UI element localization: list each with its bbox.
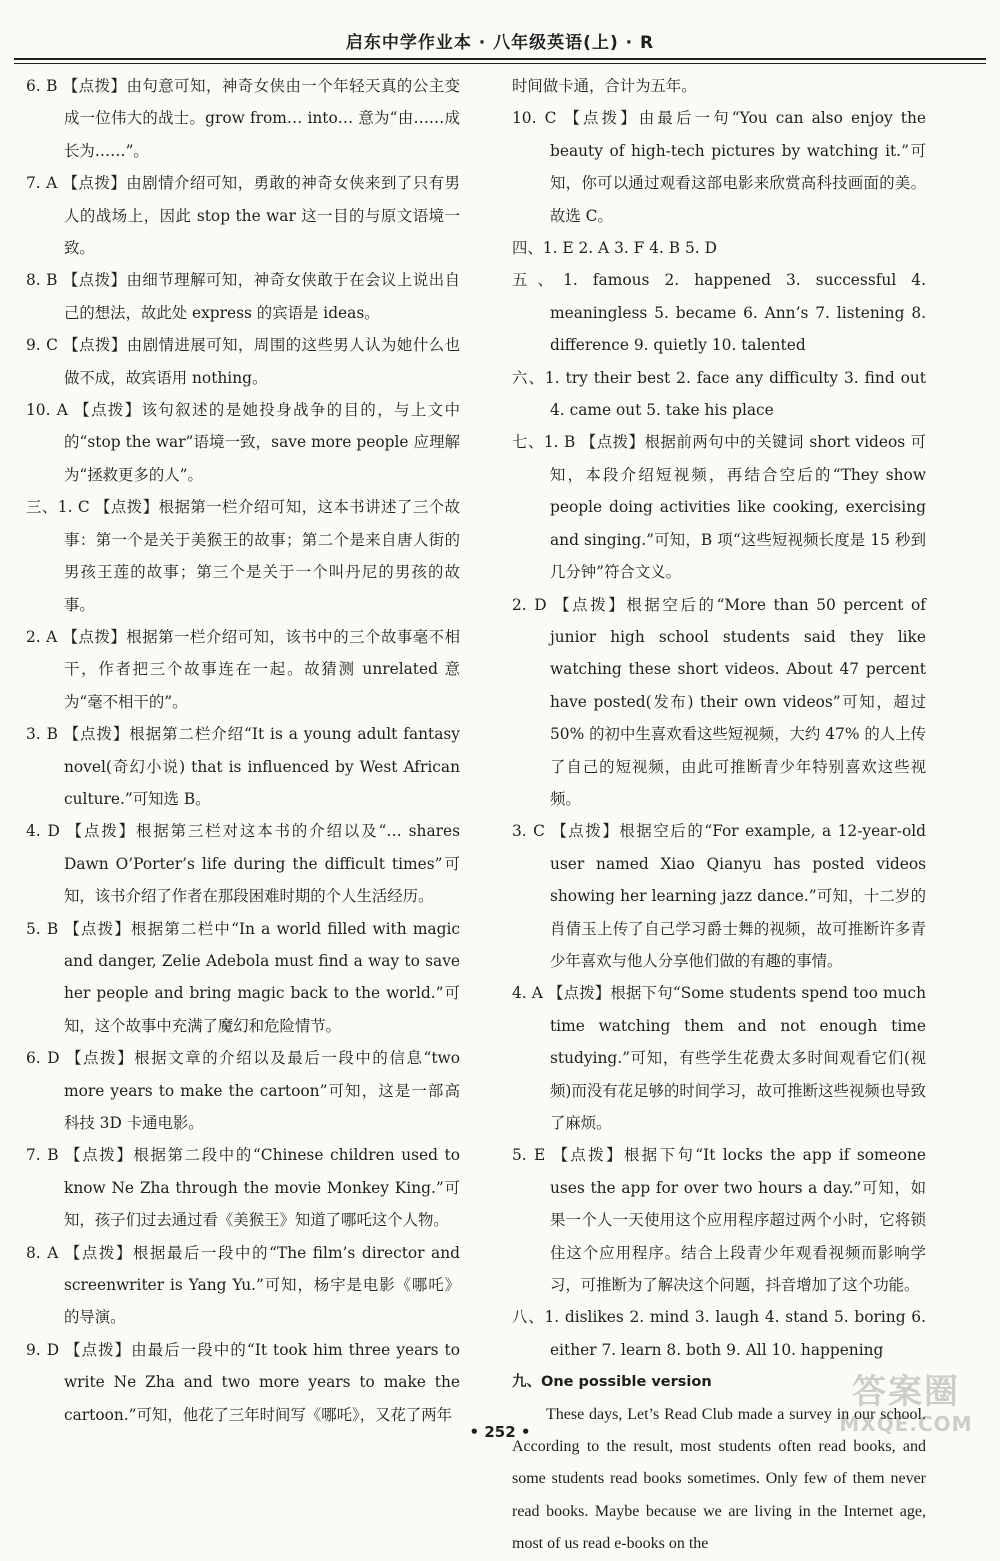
answer-entry: 10. A 【点拨】该句叙述的是她投身战争的目的，与上文中的“stop the war”语境一致，save more people 应理解为“拯救更多的人”。 [26, 401, 460, 484]
answer-entry: 9. D 【点拨】由最后一段中的“It took him three years to write Ne Zha and two more years to make the cartoon.”可知，他花了三年时间写《哪吒》，又花了两年 [26, 1340, 460, 1424]
watermark-text: 答案圈 [852, 1372, 960, 1412]
answer-entry: 4. D 【点拨】根据第三栏对这本书的介绍以及“… shares Dawn O’Porter’s life during the difficult times”可知，该书介绍了作者在那段困难时期的个人生活经历。 [26, 822, 460, 906]
answer-entry: 3. C 【点拨】根据空后的“For example, a 12-year-old user named Xiao Qianyu has posted videos showing her learning jazz dance.”可知，十二岁的肖倩玉上传了自己学习爵士舞的视频，故可推断许多青少年喜欢与他人分享他们做的有趣的事情。 [512, 822, 926, 970]
right-column [512, 70, 926, 1561]
page-number: • 252 • [469, 1423, 531, 1441]
answer-entry: 六、1. try their best 2. face any difficulty 3. find out 4. came out 5. take his place [512, 368, 926, 420]
answer-entry: 四、1. E 2. A 3. F 4. B 5. D [512, 239, 717, 258]
answer-entry: 6. B 【点拨】由句意可知，神奇女侠由一个年轻天真的公主变成一位伟大的战士。grow from… into… 意为“由……成长为……”。 [26, 77, 460, 160]
answer-entry: 5. B 【点拨】根据第二栏中“In a world filled with magic and danger, Zelie Adebola must find a way to save her people and bring magic back to the world.”可知，这个故事中充满了魔幻和危险情节。 [26, 919, 460, 1035]
answer-entry: 7. A 【点拨】由剧情介绍可知，勇敢的神奇女侠来到了只有男人的战场上，因此 stop the war 这一目的与原文语境一致。 [26, 174, 460, 258]
answer-entry: 七、1. B 【点拨】根据前两句中的关键词 short videos 可知，本段介绍短视频，再结合空后的“They show people doing activities like cooking, exercising and singing.”可知，B 项“这些短视频长度是 15 秒到几分钟”符合文义。 [512, 433, 926, 582]
answer-entry: 7. B 【点拨】根据第二段中的“Chinese children used to know Ne Zha through the movie Monkey King.”可知，孩子们过去通过看《美猴王》知道了哪吒这个人物。 [26, 1146, 460, 1230]
answer-entry: 8. B 【点拨】由细节理解可知，神奇女侠敢于在会议上说出自己的想法，故此处 express 的宾语是 ideas。 [26, 271, 460, 322]
header-rule [14, 58, 986, 60]
answer-entry: 3. B 【点拨】根据第二栏介绍“It is a young adult fantasy novel(奇幻小说) that is influenced by West African culture.”可知选 B。 [26, 725, 460, 808]
page-header: 启东中学作业本 · 八年级英语(上) · R [345, 33, 655, 53]
answer-entry: 5. E 【点拨】根据下句“It locks the app if someone uses the app for over two hours a day.”可知，如果一个人一天使用这个应用程序超过两个小时，它将锁住这个应用程序。结合上段青少年观看视频而影响学习，可推断为了解决这个问题，抖音增加了这个功能。 [512, 1146, 926, 1295]
right-entries [512, 70, 926, 1366]
answer-entry: 2. D 【点拨】根据空后的“More than 50 percent of junior high school students said they like watching these short videos. About 47 percent have posted(发布) their own videos”可知，超过 50% 的初中生喜欢看这些短视频，大约 47% 的人上传了自己的短视频，由此可推断青少年特别喜欢这些视频。 [512, 595, 926, 808]
answer-entry: 10. C 【点拨】由最后一句“You can also enjoy the beauty of high-tech pictures by watching it.”可知，你可以通过观看这部电影来欣赏高科技画面的美。故选 C。 [512, 109, 926, 225]
essay-text: These days, Let’s Read Club made a survey in our school. According to the result, most students often read books, and some students read books sometimes. Only few of them never read books. Maybe because we are living in the Internet age, most of us read e-books on the [512, 1405, 926, 1553]
answer-entry: 时间做卡通，合计为五年。 [512, 77, 697, 95]
answer-entry: 6. D 【点拨】根据文章的介绍以及最后一段中的信息“two more years to make the cartoon”可知，这是一部高科技 3D 卡通电影。 [26, 1049, 460, 1132]
answer-entry: 2. A 【点拨】根据第一栏介绍可知，该书中的三个故事毫不相干，作者把三个故事连在一起。故猜测 unrelated 意为“毫不相干的”。 [26, 627, 460, 711]
header-rule-thin [14, 63, 986, 64]
essay-heading: 九、One possible version [512, 1374, 712, 1391]
left-column [26, 70, 460, 1431]
answer-entry: 八、1. dislikes 2. mind 3. laugh 4. stand 5. boring 6. either 7. learn 8. both 9. All 10. happening [512, 1308, 926, 1359]
watermark-url: MXQE.COM [839, 1412, 973, 1436]
answer-entry: 9. C 【点拨】由剧情进展可知，周围的这些男人认为她什么也做不成，故宾语用 nothing。 [26, 336, 460, 387]
answer-entry: 4. A 【点拨】根据下句“Some students spend too much time watching them and not enough time studying.”可知，有些学生花费太多时间观看它们(视频)而没有花足够的时间学习，故可推断这些视频也导致了麻烦。 [512, 984, 926, 1132]
answer-entry: 8. A 【点拨】根据最后一段中的“The film’s director and screenwriter is Yang Yu.”可知，杨宇是电影《哪吒》的导演。 [26, 1243, 460, 1327]
answer-entry: 三、1. C 【点拨】根据第一栏介绍可知，这本书讲述了三个故事：第一个是关于美猴王的故事；第二个是来自唐人街的男孩王莲的故事；第三个是关于一个叫丹尼的男孩的故事。 [26, 498, 460, 614]
answer-entry: 五、1. famous 2. happened 3. successful 4. meaningless 5. became 6. Ann’s 7. listening 8. difference 9. quietly 10. talented [512, 271, 926, 355]
